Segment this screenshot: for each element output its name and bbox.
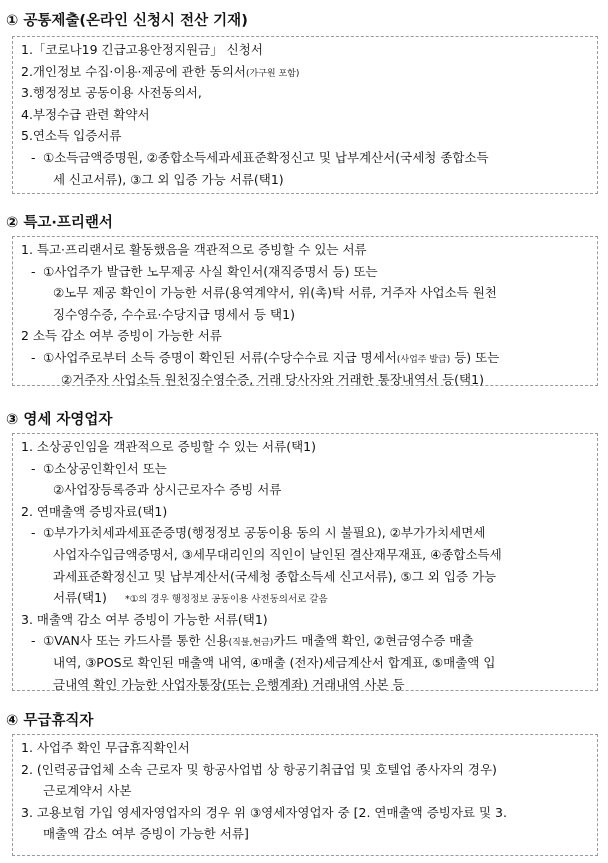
section-4-title: ④ 무급휴직자 — [6, 713, 94, 729]
list-item: ②거주자 사업소득 원천징수영수증, 거래 당사자와 거래한 통장내역서 등(택1) — [61, 371, 484, 387]
list-item: ②노무 제공 확인이 가능한 서류(용역계약서, 위(촉)탁 서류, 거주자 사업소득 원천 — [53, 285, 497, 301]
list-item: - ①사업주로부터 소득 증명이 확인된 서류(수당수수료 지급 명세서(사업주 발급) 등) 또는 — [31, 349, 500, 365]
list-item: 3. 고용보험 가입 영세자영업자의 경우 위 ③영세자영업자 중 [2. 연매출액 증빙자료 및 3. — [21, 804, 507, 820]
list-item: 5.연소득 입증서류 — [21, 128, 122, 144]
list-item: 1. 사업주 확인 무급휴직확인서 — [21, 740, 190, 755]
list-item: 사업자수입금액증명서, ③세무대리인의 직인이 날인된 결산재무재표, ④종합소득세 — [53, 546, 502, 562]
list-item: 내역, ③POS로 확인된 매출액 내역, ④매출 (전자)세금계산서 합계표, ⑤매출액 입 — [53, 654, 496, 670]
section-2-title: ② 특고·프리랜서 — [6, 215, 113, 231]
list-item: - ①소득금액증명원, ②종합소득세과세표준확정신고 및 납부계산서(국세청 종합소득 — [31, 149, 489, 165]
list-item: 매출액 감소 여부 증빙이 가능한 서류] — [43, 826, 249, 842]
list-item: 3.행정정보 공동이용 사전동의서, — [21, 85, 202, 101]
section-3-title: ③ 영세 자영업자 — [6, 412, 113, 428]
list-item: 서류(택1) *①의 경우 행정정보 공동이용 사전동의서로 갈음 — [53, 590, 328, 606]
list-item: 2.개인정보 수집·이용·제공에 관한 동의서(가구원 포함) — [21, 63, 300, 79]
list-item: - ①부가가치세과세표준증명(행정정보 공동이용 동의 시 불필요), ②부가가치세면세 — [31, 525, 486, 541]
list-item: 2 소득 감소 여부 증빙이 가능한 서류 — [21, 328, 222, 344]
section-1-title: ① 공통제출(온라인 신청시 전산 기재) — [6, 13, 248, 29]
section-3-box — [12, 433, 598, 691]
list-item: - ①소상공인확인서 또는 — [31, 460, 167, 476]
section-4-box — [12, 734, 598, 856]
list-item: 2. (인력공급업체 소속 근로자 및 항공사업법 상 항공기취급업 및 호텔업 종사자의 경우) — [21, 761, 497, 777]
list-item: 근로계약서 사본 — [43, 783, 132, 799]
list-item: ②사업장등록증과 상시근로자수 증빙 서류 — [53, 482, 282, 498]
list-item: 3. 매출액 감소 여부 증빙이 가능한 서류(택1) — [21, 611, 268, 627]
list-item: 1. 소상공인임을 객관적으로 증빙할 수 있는 서류(택1) — [21, 439, 316, 454]
list-item: - ①VAN사 또는 카드사를 통한 신용(직불,현금)카드 매출액 확인, ②현금영수증 매출 — [31, 633, 474, 649]
list-item: 과세표준확정신고 및 납부계산서(국세청 종합소득세 신고서류), ⑤그 외 입증 가능 — [53, 568, 497, 584]
list-item: 금내역 확인 가능한 사업자통장(또는 은행계좌) 거래내역 사본 등 — [53, 676, 405, 692]
list-item: 2. 연매출액 증빙자료(택1) — [21, 503, 168, 519]
section-1-box — [12, 36, 598, 194]
list-item: 1. 특고·프리랜서로 활동했음을 객관적으로 증빙할 수 있는 서류 — [21, 242, 367, 257]
list-item: 1.「코로나19 긴급고용안정지원금」 신청서 — [21, 42, 263, 57]
list-item: 세 신고서류), ③그 외 입증 가능 서류(택1) — [53, 171, 284, 187]
section-2-box — [12, 236, 598, 386]
list-item: - ①사업주가 발급한 노무제공 사실 확인서(재직증명서 등) 또는 — [31, 263, 378, 279]
list-item: 4.부정수급 관련 확약서 — [21, 106, 150, 122]
list-item: 징수영수증, 수수료·수당지급 명세서 등 택1) — [53, 306, 295, 322]
